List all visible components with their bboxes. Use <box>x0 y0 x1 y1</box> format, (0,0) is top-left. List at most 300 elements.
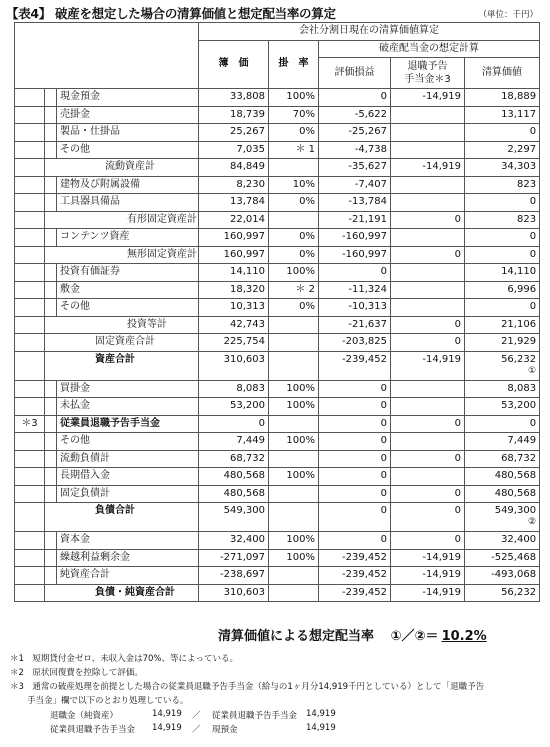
row-mark <box>15 567 45 585</box>
row-label: 建物及び附属設備 <box>57 176 199 194</box>
cell-eval-loss: -5,622 <box>319 106 391 124</box>
cell-rate: 0% <box>269 299 319 317</box>
row-mark <box>15 503 45 532</box>
cell-eval-loss: -13,784 <box>319 194 391 212</box>
cell-rate: 100% <box>269 380 319 398</box>
row-spacer <box>45 264 57 282</box>
row-label: 工具器具備品 <box>57 194 199 212</box>
table-row <box>15 415 540 433</box>
table-row <box>15 106 540 124</box>
row-label: 従業員退職予告手当金 <box>57 415 199 433</box>
cell-book: 310,603 <box>199 351 269 380</box>
header-retire-line1: 退職予告 <box>407 61 448 72</box>
cell-rate: 10% <box>269 176 319 194</box>
cell-liquidation <box>465 398 540 416</box>
row-spacer <box>45 415 57 433</box>
cell-eval-loss: -4,738 <box>319 141 391 159</box>
cell-retire <box>391 433 465 451</box>
cell-liquidation <box>465 159 540 177</box>
liq-value: 480,568 <box>494 487 537 499</box>
cell-rate <box>269 485 319 503</box>
cell-book: 25,267 <box>199 124 269 142</box>
journal-1-v2: 14,919 <box>306 709 336 719</box>
cell-book: 549,300 <box>199 503 269 532</box>
liq-value: 549,300 <box>494 505 537 516</box>
cell-book: 310,603 <box>199 584 269 602</box>
table-row <box>15 503 540 532</box>
liquidation-table <box>14 22 540 602</box>
table-row <box>15 532 540 550</box>
liq-value: -525,468 <box>491 551 537 563</box>
cell-liquidation <box>465 549 540 567</box>
table-row <box>15 398 540 416</box>
liq-value: 56,232 <box>501 353 537 365</box>
row-mark <box>15 485 45 503</box>
table-row <box>15 246 540 264</box>
header-rate: 掛 率 <box>269 40 319 89</box>
cell-liquidation <box>465 468 540 486</box>
row-mark <box>15 468 45 486</box>
row-spacer <box>45 549 57 567</box>
header-blank <box>15 23 199 89</box>
header-book: 簿 価 <box>199 40 269 89</box>
cell-rate: 100% <box>269 532 319 550</box>
liq-value: 0 <box>529 196 537 208</box>
cell-rate: 0% <box>269 194 319 212</box>
cell-eval-loss: 0 <box>319 532 391 550</box>
cell-eval-loss: -160,997 <box>319 229 391 247</box>
cell-liquidation <box>465 299 540 317</box>
cell-eval-loss: -203,825 <box>319 334 391 352</box>
liq-value: 823 <box>516 178 537 190</box>
cell-retire: -14,919 <box>391 159 465 177</box>
liq-value: 823 <box>516 213 537 225</box>
row-label: コンテンツ資産 <box>57 229 199 247</box>
row-mark <box>15 176 45 194</box>
cell-liquidation <box>465 229 540 247</box>
row-mark <box>15 584 45 602</box>
cell-retire: 0 <box>391 503 465 532</box>
cell-rate: 100% <box>269 89 319 107</box>
cell-rate <box>269 567 319 585</box>
table-row <box>15 176 540 194</box>
liq-value: 0 <box>529 126 537 138</box>
cell-retire: 0 <box>391 532 465 550</box>
liq-value: 56,232 <box>501 586 537 598</box>
row-spacer <box>45 468 57 486</box>
cell-retire: -14,919 <box>391 584 465 602</box>
cell-liquidation <box>465 380 540 398</box>
cell-retire <box>391 229 465 247</box>
row-label: 資産合計 <box>45 351 199 380</box>
row-mark <box>15 264 45 282</box>
cell-eval-loss: -239,452 <box>319 584 391 602</box>
table-row <box>15 485 540 503</box>
row-mark <box>15 450 45 468</box>
row-spacer <box>45 229 57 247</box>
table-row <box>15 433 540 451</box>
cell-liquidation <box>465 106 540 124</box>
cell-liquidation <box>465 264 540 282</box>
liq-value: 0 <box>529 231 537 243</box>
table-body <box>15 89 540 602</box>
cell-liquidation <box>465 584 540 602</box>
cell-retire <box>391 106 465 124</box>
row-mark <box>15 398 45 416</box>
liq-value: 14,110 <box>501 266 537 278</box>
cell-book: 0 <box>199 415 269 433</box>
liq-value: 0 <box>529 248 537 260</box>
header-retire <box>391 58 465 89</box>
cell-eval-loss: 0 <box>319 468 391 486</box>
ratio-value: 10.2% <box>441 629 487 644</box>
cell-liquidation <box>465 316 540 334</box>
cell-liquidation <box>465 450 540 468</box>
row-label: 長期借入金 <box>57 468 199 486</box>
cell-liquidation <box>465 211 540 229</box>
liq-value: 480,568 <box>494 470 537 482</box>
cell-retire: 0 <box>391 334 465 352</box>
cell-retire <box>391 264 465 282</box>
row-label: 負債合計 <box>45 503 199 532</box>
unit-label: （単位：千円） <box>478 10 538 20</box>
row-label: 無形固定資産計 <box>45 246 199 264</box>
cell-book: 225,754 <box>199 334 269 352</box>
table-row <box>15 299 540 317</box>
cell-book: 33,808 <box>199 89 269 107</box>
row-mark <box>15 380 45 398</box>
cell-rate <box>269 159 319 177</box>
row-label: 売掛金 <box>57 106 199 124</box>
cell-book: 8,083 <box>199 380 269 398</box>
liq-value: 0 <box>529 417 537 429</box>
header-eval-loss: 評価損益 <box>319 58 391 89</box>
row-mark <box>15 532 45 550</box>
cell-liquidation <box>465 124 540 142</box>
liq-value: 21,106 <box>501 318 537 330</box>
row-label: 固定資産合計 <box>45 334 199 352</box>
row-spacer <box>45 176 57 194</box>
row-spacer <box>45 299 57 317</box>
table-row <box>15 211 540 229</box>
cell-rate: 0% <box>269 124 319 142</box>
cell-book: 22,014 <box>199 211 269 229</box>
cell-rate: 100% <box>269 398 319 416</box>
journal-2-left: 従業員退職予告手当金 <box>50 725 136 735</box>
cell-liquidation <box>465 351 540 380</box>
cell-book: 160,997 <box>199 246 269 264</box>
cell-eval-loss: 0 <box>319 264 391 282</box>
cell-retire <box>391 299 465 317</box>
cell-eval-loss: -11,324 <box>319 281 391 299</box>
row-spacer <box>45 398 57 416</box>
table-row <box>15 89 540 107</box>
cell-eval-loss: 0 <box>319 433 391 451</box>
cell-liquidation <box>465 567 540 585</box>
cell-retire <box>391 398 465 416</box>
cell-retire <box>391 468 465 486</box>
cell-rate: 100% <box>269 549 319 567</box>
cell-rate: 0% <box>269 246 319 264</box>
cell-eval-loss: -21,637 <box>319 316 391 334</box>
cell-book: 480,568 <box>199 468 269 486</box>
row-label: 投資有価証券 <box>57 264 199 282</box>
cell-rate <box>269 415 319 433</box>
dividend-ratio <box>218 625 487 644</box>
cell-liquidation <box>465 246 540 264</box>
footnote-3-cont: 手当金」欄で以下のとおり処理している。 <box>10 696 189 706</box>
cell-book: 480,568 <box>199 485 269 503</box>
cell-book: 84,849 <box>199 159 269 177</box>
journal-1-right: 従業員退職予告手当金 <box>212 711 298 721</box>
liq-value: -493,068 <box>491 569 537 581</box>
cell-retire: 0 <box>391 316 465 334</box>
row-mark <box>15 194 45 212</box>
cell-liquidation <box>465 485 540 503</box>
row-label: 買掛金 <box>57 380 199 398</box>
table-row <box>15 567 540 585</box>
journal-1-sep: ／ <box>192 711 201 721</box>
cell-eval-loss: -239,452 <box>319 351 391 380</box>
cell-liquidation <box>465 503 540 532</box>
row-spacer <box>45 567 57 585</box>
row-label: その他 <box>57 299 199 317</box>
row-spacer <box>45 281 57 299</box>
header-group-mid: 破産配当金の想定計算 <box>319 40 540 58</box>
cell-liquidation <box>465 281 540 299</box>
row-label: 有形固定資産計 <box>45 211 199 229</box>
row-mark <box>15 124 45 142</box>
cell-liquidation <box>465 176 540 194</box>
table-row <box>15 450 540 468</box>
cell-eval-loss: -239,452 <box>319 549 391 567</box>
cell-retire <box>391 194 465 212</box>
cell-liquidation <box>465 194 540 212</box>
liq-value: 6,996 <box>507 283 537 295</box>
cell-liquidation <box>465 532 540 550</box>
row-mark: ＊3 <box>15 415 45 433</box>
liq-value: 53,200 <box>501 400 537 412</box>
cell-rate <box>269 211 319 229</box>
ratio-label: 清算価値による想定配当率 <box>218 629 375 644</box>
table-row <box>15 549 540 567</box>
row-mark <box>15 141 45 159</box>
cell-book: 13,784 <box>199 194 269 212</box>
cell-rate <box>269 450 319 468</box>
row-mark <box>15 106 45 124</box>
journal-2-right: 現預金 <box>212 725 238 735</box>
cell-book: 160,997 <box>199 229 269 247</box>
row-mark <box>15 159 45 177</box>
liq-value: 7,449 <box>507 435 537 447</box>
row-spacer <box>45 380 57 398</box>
row-spacer <box>45 194 57 212</box>
cell-rate: 100% <box>269 468 319 486</box>
cell-eval-loss: -7,407 <box>319 176 391 194</box>
cell-liquidation <box>465 433 540 451</box>
table-row <box>15 281 540 299</box>
row-label: 投資等計 <box>45 316 199 334</box>
row-label: 純資産合計 <box>57 567 199 585</box>
journal-2-v2: 14,919 <box>306 723 336 733</box>
cell-rate <box>269 584 319 602</box>
cell-eval-loss: 0 <box>319 89 391 107</box>
row-label: 敷金 <box>57 281 199 299</box>
cell-book: 18,739 <box>199 106 269 124</box>
row-mark <box>15 229 45 247</box>
row-spacer <box>45 532 57 550</box>
row-label: その他 <box>57 141 199 159</box>
liq-value: 8,083 <box>507 382 537 394</box>
row-label: 固定負債計 <box>57 485 199 503</box>
cell-eval-loss: -35,627 <box>319 159 391 177</box>
row-spacer <box>45 89 57 107</box>
liq-value: 32,400 <box>501 534 537 546</box>
cell-retire <box>391 176 465 194</box>
cell-rate <box>269 334 319 352</box>
table-row <box>15 124 540 142</box>
cell-liquidation <box>465 141 540 159</box>
header-group-top: 会社分割日現在の清算価値算定 <box>199 23 540 41</box>
cell-rate: 0% <box>269 229 319 247</box>
circled-marker: ① <box>527 365 537 376</box>
table-row <box>15 380 540 398</box>
header-liq: 清算価値 <box>465 58 540 89</box>
cell-rate <box>269 503 319 532</box>
row-label: 資本金 <box>57 532 199 550</box>
liq-value: 21,929 <box>501 336 537 348</box>
row-spacer <box>45 141 57 159</box>
liq-value: 68,732 <box>501 452 537 464</box>
cell-book: -238,697 <box>199 567 269 585</box>
liq-value: 18,889 <box>501 91 537 103</box>
journal-1-left: 退職金（純資産） <box>50 711 119 721</box>
cell-book: 53,200 <box>199 398 269 416</box>
cell-retire: 0 <box>391 450 465 468</box>
cell-eval-loss: 0 <box>319 415 391 433</box>
cell-book: 10,313 <box>199 299 269 317</box>
cell-eval-loss: -21,191 <box>319 211 391 229</box>
cell-eval-loss: 0 <box>319 398 391 416</box>
cell-eval-loss: -10,313 <box>319 299 391 317</box>
cell-retire <box>391 380 465 398</box>
cell-rate: ＊ 2 <box>269 281 319 299</box>
cell-book: 14,110 <box>199 264 269 282</box>
cell-book: 18,320 <box>199 281 269 299</box>
row-label: その他 <box>57 433 199 451</box>
cell-retire: -14,919 <box>391 567 465 585</box>
cell-retire: -14,919 <box>391 549 465 567</box>
footnote-3: ＊3 通常の破産処理を前提とした場合の従業員退職予告手当金（給与の1ヶ月分14,919千円としている）として「退職予告 <box>10 682 485 692</box>
row-mark <box>15 351 45 380</box>
cell-book: 8,230 <box>199 176 269 194</box>
row-mark <box>15 299 45 317</box>
cell-retire: 0 <box>391 485 465 503</box>
cell-retire: -14,919 <box>391 89 465 107</box>
cell-liquidation <box>465 89 540 107</box>
header-retire-line2: 手当金＊3 <box>404 74 451 85</box>
table-row <box>15 264 540 282</box>
table-title: 【表4】 破産を想定した場合の清算価値と想定配当率の算定 <box>6 6 336 21</box>
row-label: 流動資産計 <box>45 159 199 177</box>
cell-retire: 0 <box>391 246 465 264</box>
row-spacer <box>45 433 57 451</box>
liq-value: 0 <box>529 301 537 313</box>
cell-book: 68,732 <box>199 450 269 468</box>
cell-retire <box>391 141 465 159</box>
cell-rate <box>269 351 319 380</box>
cell-rate: ＊ 1 <box>269 141 319 159</box>
liq-value: 13,117 <box>501 108 537 120</box>
table-row <box>15 316 540 334</box>
cell-book: 7,449 <box>199 433 269 451</box>
cell-eval-loss: 0 <box>319 380 391 398</box>
journal-2-sep: ／ <box>192 725 201 735</box>
ratio-formula: ①／②＝ <box>390 629 439 644</box>
table-row <box>15 141 540 159</box>
cell-eval-loss: -25,267 <box>319 124 391 142</box>
liq-value: 34,303 <box>501 161 537 173</box>
cell-retire: 0 <box>391 415 465 433</box>
cell-eval-loss: -160,997 <box>319 246 391 264</box>
row-mark <box>15 281 45 299</box>
cell-rate: 100% <box>269 264 319 282</box>
cell-retire <box>391 281 465 299</box>
row-label: 現金預金 <box>57 89 199 107</box>
table-row <box>15 468 540 486</box>
row-label: 繰越利益剰余金 <box>57 549 199 567</box>
row-mark <box>15 334 45 352</box>
table-row <box>15 334 540 352</box>
table-row <box>15 584 540 602</box>
row-label: 未払金 <box>57 398 199 416</box>
row-mark <box>15 549 45 567</box>
row-mark <box>15 246 45 264</box>
footnote-2: ＊2 原状回復費を控除して評価。 <box>10 668 143 678</box>
cell-book: -271,097 <box>199 549 269 567</box>
table-row <box>15 229 540 247</box>
row-spacer <box>45 450 57 468</box>
cell-liquidation <box>465 415 540 433</box>
cell-rate: 70% <box>269 106 319 124</box>
cell-rate: 100% <box>269 433 319 451</box>
table-row <box>15 159 540 177</box>
row-mark <box>15 433 45 451</box>
circled-marker: ② <box>527 517 537 527</box>
cell-retire <box>391 124 465 142</box>
cell-retire: 0 <box>391 211 465 229</box>
row-mark <box>15 89 45 107</box>
journal-2-v1: 14,919 <box>152 723 182 733</box>
row-label: 負債・純資産合計 <box>45 584 199 602</box>
row-spacer <box>45 106 57 124</box>
cell-book: 7,035 <box>199 141 269 159</box>
row-mark <box>15 316 45 334</box>
cell-retire: -14,919 <box>391 351 465 380</box>
footnote-1: ＊1 短期貸付金ゼロ、未収入金は70%、等によっている。 <box>10 654 238 664</box>
table-row <box>15 194 540 212</box>
cell-eval-loss: -239,452 <box>319 567 391 585</box>
row-mark <box>15 211 45 229</box>
liq-value: 2,297 <box>507 143 537 155</box>
table-row <box>15 351 540 380</box>
cell-rate <box>269 316 319 334</box>
row-label: 流動負債計 <box>57 450 199 468</box>
cell-eval-loss: 0 <box>319 503 391 532</box>
journal-1-v1: 14,919 <box>152 709 182 719</box>
cell-book: 32,400 <box>199 532 269 550</box>
cell-eval-loss: 0 <box>319 485 391 503</box>
